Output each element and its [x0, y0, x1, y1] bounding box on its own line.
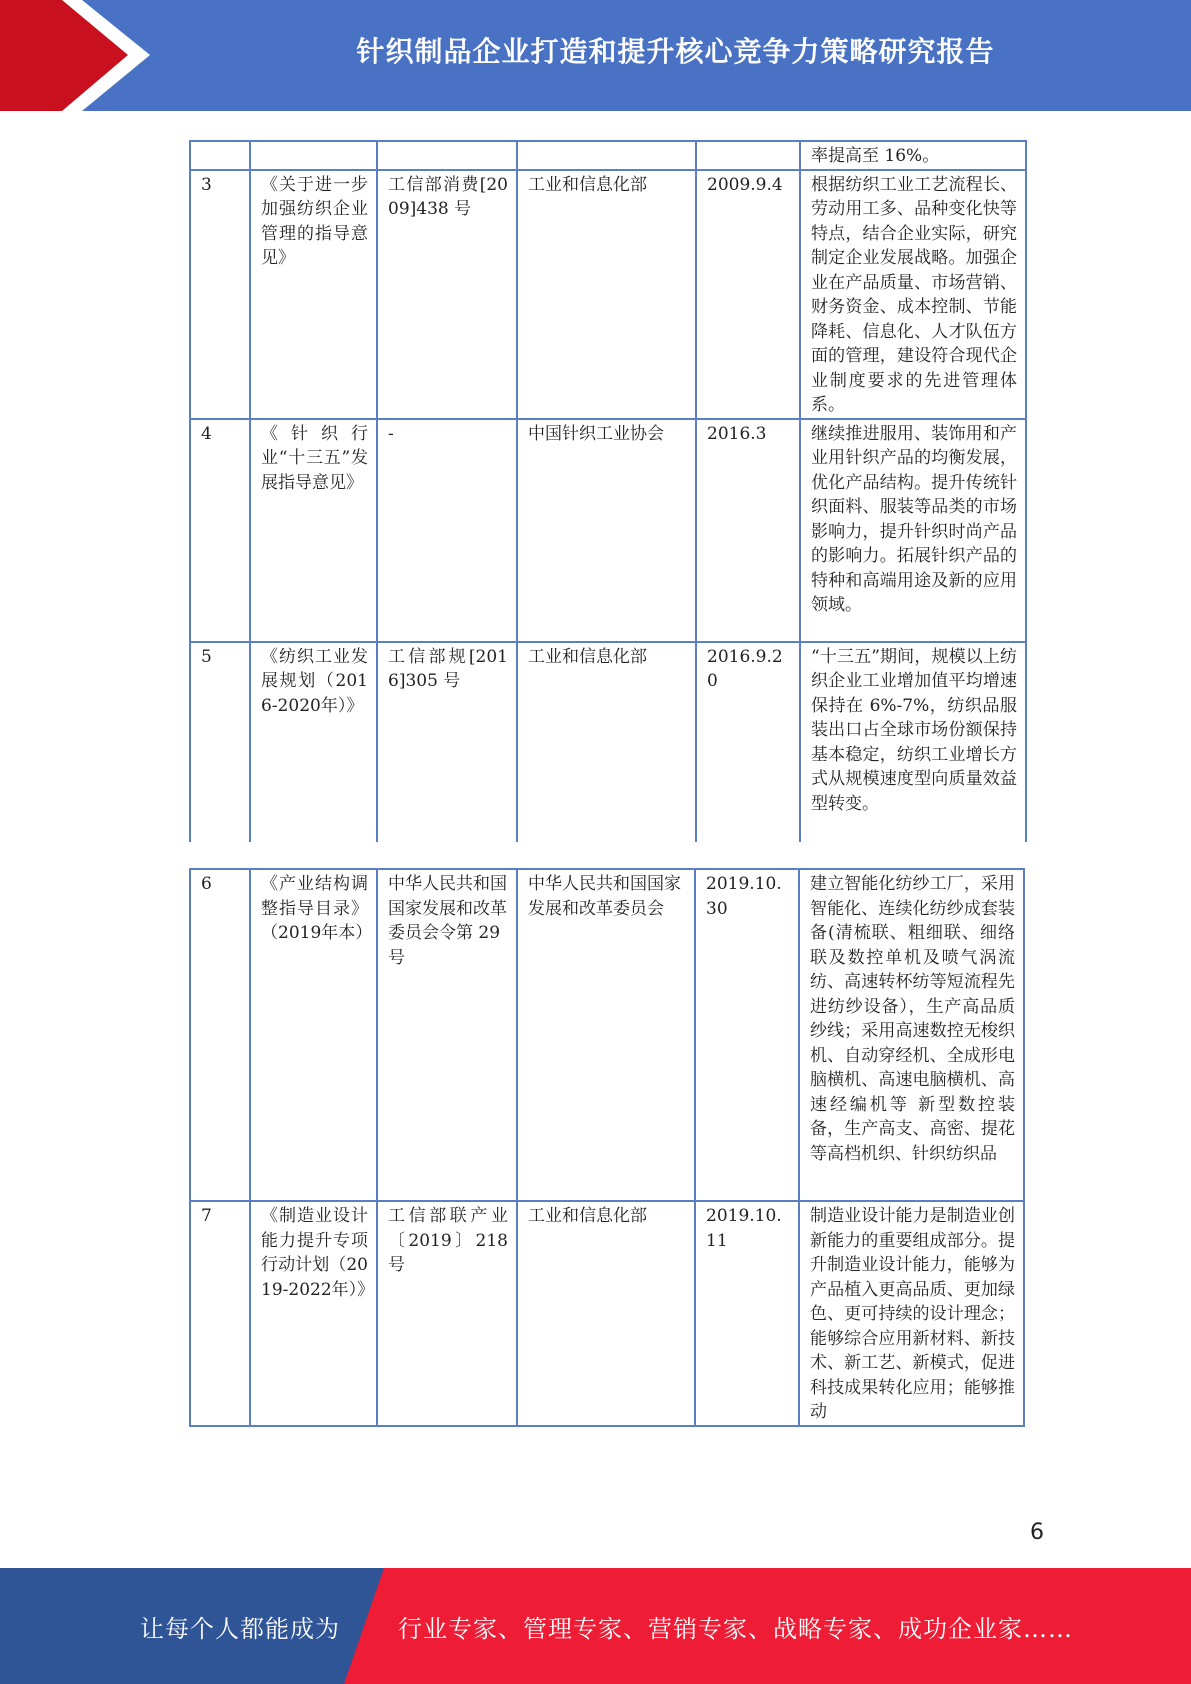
table-row	[190, 419, 1026, 642]
table-row	[190, 869, 1024, 1201]
cell-issuer: 中国针织工业协会	[517, 419, 696, 642]
cell-name: 《制造业设计能力提升专项行动计划（2019-2022年）》	[250, 1201, 377, 1426]
footer-slogan-right: 行业专家、管理专家、营销专家、战略专家、成功企业家……	[398, 1614, 1073, 1643]
cell-no: 6	[190, 869, 250, 1201]
cell-no: 5	[190, 642, 250, 842]
cell-doc-number: -	[377, 419, 517, 642]
cell-issuer: 工业和信息化部	[517, 1201, 695, 1426]
cell-content: 制造业设计能力是制造业创新能力的重要组成部分。提升制造业设计能力，能够为产品植入更高品质、更加绿色、更可持续的设计理念；能够综合应用新材料、新技术、新工艺、新模式，促进科技成果转化应用；能够推动	[799, 1201, 1024, 1426]
table-row	[190, 1201, 1024, 1426]
page-footer	[0, 1568, 1191, 1684]
footer-slogan-left: 让每个人都能成为	[140, 1614, 340, 1643]
cell-name: 《关于进一步加强纺织企业管理的指导意见》	[250, 170, 377, 419]
table-row-carry-over	[190, 141, 1026, 170]
cell-content: 根据纺织工业工艺流程长、劳动用工多、品种变化快等特点，结合企业实际，研究制定企业发展战略。加强企业在产品质量、市场营销、财务资金、成本控制、节能降耗、信息化、人才队伍方面的管理，建设符合现代企业制度要求的先进管理体系。	[800, 170, 1026, 419]
cell-no: 3	[190, 170, 250, 419]
policy-table-part-1	[189, 140, 1027, 842]
cell-doc-number	[377, 141, 517, 170]
page-header	[0, 0, 1191, 111]
cell-no: 4	[190, 419, 250, 642]
cell-content: 继续推进服用、装饰用和产业用针织产品的均衡发展，优化产品结构。提升传统针织面料、服装等品类的市场影响力，提升针织时尚产品的影响力。拓展针织产品的特种和高端用途及新的应用领域。	[800, 419, 1026, 642]
cell-issuer: 工业和信息化部	[517, 170, 696, 419]
cell-content: 率提高至 16%。	[800, 141, 1026, 170]
cell-date: 2019.10.11	[695, 1201, 799, 1426]
cell-content: “十三五”期间，规模以上纺织企业工业增加值平均增速保持在 6%-7%，纺织品服装出口占全球市场份额保持基本稳定，纺织工业增长方式从规模速度型向质量效益型转变。	[800, 642, 1026, 842]
cell-doc-number: 工信部消费[2009]438 号	[377, 170, 517, 419]
table-row	[190, 642, 1026, 842]
cell-issuer: 中华人民共和国国家发展和改革委员会	[517, 869, 695, 1201]
cell-no: 7	[190, 1201, 250, 1426]
cell-date	[696, 141, 800, 170]
cell-name: 《产业结构调整指导目录》（2019年本）	[250, 869, 377, 1201]
page-number: 6	[1030, 1520, 1044, 1545]
cell-name: 《纺织工业发展规划（2016-2020年）》	[250, 642, 377, 842]
cell-date: 2016.9.20	[696, 642, 800, 842]
cell-doc-number: 工信部联产业〔2019〕218 号	[377, 1201, 517, 1426]
cell-no	[190, 141, 250, 170]
cell-issuer: 工业和信息化部	[517, 642, 696, 842]
cell-content: 建立智能化纺纱工厂，采用智能化、连续化纺纱成套装备(清梳联、粗细联、细络联及数控单机及喷气涡流纺、高速转杯纺等短流程先进纺纱设备），生产高品质纱线；采用高速数控无梭织机、自动穿经机、全成形电脑横机、高速电脑横机、高速经编机等 新型数控装备，生产高支、高密、提花等高档机织、针织纺织品	[799, 869, 1024, 1201]
cell-name	[250, 141, 377, 170]
table-row	[190, 170, 1026, 419]
policy-table-part-2	[189, 868, 1025, 1427]
cell-name: 《针织行业“十三五”发展指导意见》	[250, 419, 377, 642]
cell-doc-number: 中华人民共和国国家发展和改革委员会令第 29 号	[377, 869, 517, 1201]
cell-date: 2016.3	[696, 419, 800, 642]
cell-issuer	[517, 141, 696, 170]
cell-date: 2009.9.4	[696, 170, 800, 419]
document-title: 针织制品企业打造和提升核心竞争力策略研究报告	[356, 35, 995, 68]
cell-doc-number: 工信部规[2016]305 号	[377, 642, 517, 842]
header-arrow-icon	[0, 0, 150, 111]
cell-date: 2019.10.30	[695, 869, 799, 1201]
